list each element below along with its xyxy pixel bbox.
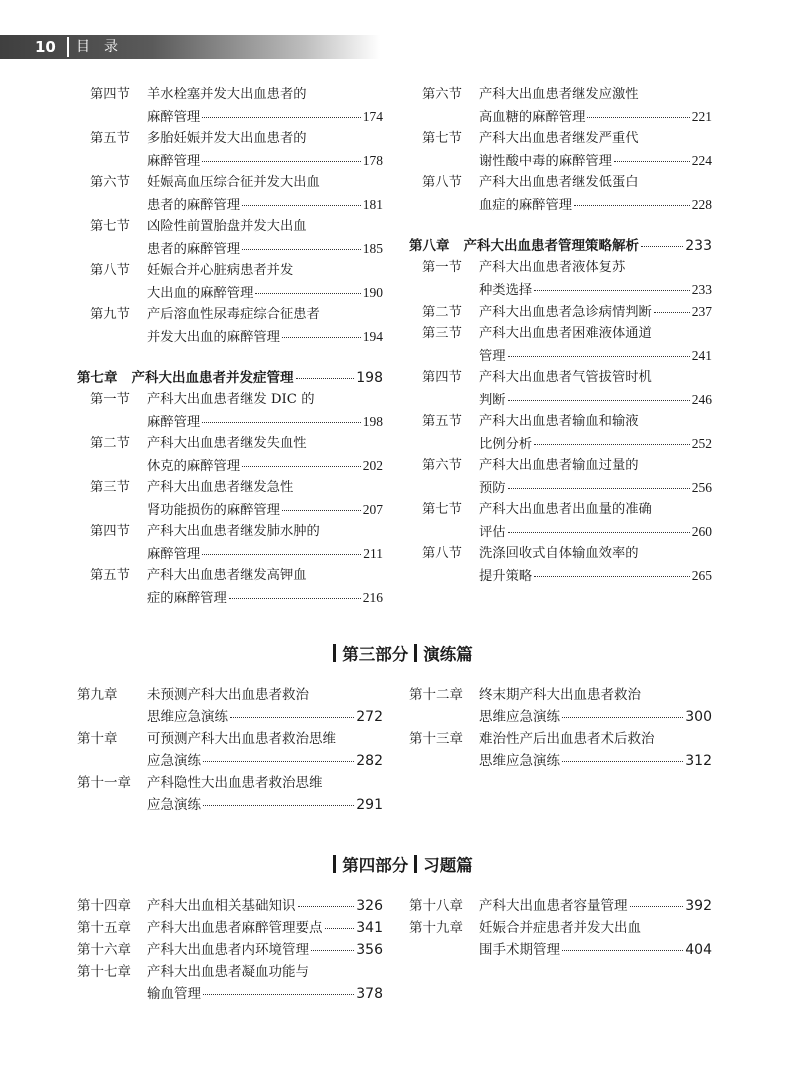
chapter-label: 第八章: [409, 238, 450, 254]
entry-line: [77, 750, 383, 772]
entry-line: [90, 477, 383, 499]
entry-line: [77, 728, 383, 750]
toc-chapter-label: 第十五章: [77, 920, 131, 936]
title-bar: [414, 855, 417, 873]
toc-chapter-page: 291: [356, 797, 383, 813]
toc-chapter-page: 392: [685, 898, 712, 914]
toc-section: [90, 521, 383, 565]
entry-line: [422, 301, 712, 323]
toc-section-title-cont: 麻醉管理: [147, 110, 201, 125]
leader-dots: [202, 161, 361, 162]
leader-dots: [255, 293, 360, 294]
toc-section: [90, 389, 383, 433]
toc-section-title-cont: 肾功能损伤的麻醉管理: [147, 503, 280, 518]
toc-section-label: 第八节: [422, 175, 462, 190]
toc-chapter: [77, 772, 383, 816]
toc-section-title-cont: 患者的麻醉管理: [147, 242, 241, 257]
entry-line: [90, 521, 383, 543]
chapter-8-heading: [409, 235, 712, 257]
toc-section-page: 224: [691, 153, 712, 168]
leader-dots: [203, 805, 354, 806]
toc-section: [422, 543, 712, 587]
leader-dots: [282, 337, 361, 338]
toc-section-title: 产科大出血患者困难液体通道: [479, 326, 652, 341]
toc-section-label: 第四节: [90, 87, 130, 102]
toc-section-label: 第一节: [422, 260, 462, 275]
entry-line: [409, 750, 712, 772]
toc-section-page: 228: [691, 197, 712, 212]
toc-section-page: 194: [362, 329, 383, 344]
toc-section-label: 第五节: [90, 568, 130, 583]
chapter-label: 第七章: [77, 370, 118, 386]
entry-line: [77, 939, 383, 961]
entry-line: [422, 194, 712, 216]
entry-line: [422, 433, 712, 455]
leader-dots: [654, 312, 690, 313]
toc-section-title-cont: 并发大出血的麻醉管理: [147, 330, 280, 345]
toc-chapter: [409, 917, 712, 961]
toc-chapter-label: 第十九章: [409, 920, 463, 936]
leader-dots: [630, 906, 684, 907]
entry-line: [90, 150, 383, 172]
toc-section-page: 190: [362, 285, 383, 300]
entry-line: [422, 565, 712, 587]
leader-dots: [587, 117, 689, 118]
part-3-title: [0, 641, 800, 665]
toc-chapter-title: 可预测产科大出血患者救治思维: [147, 731, 336, 747]
toc-section-label: 第七节: [422, 131, 462, 146]
toc-section-page: 207: [362, 502, 383, 517]
toc-section-title: 产科大出血患者出血量的准确: [479, 502, 652, 517]
entry-line: [90, 106, 383, 128]
entry-line: [422, 411, 712, 433]
toc-section-title: 羊水栓塞并发大出血患者的: [147, 87, 307, 102]
entry-line: [422, 499, 712, 521]
leader-dots: [534, 576, 690, 577]
title-bar: [333, 644, 336, 662]
entry-line: [90, 326, 383, 348]
toc-section-page: 198: [362, 414, 383, 429]
toc-chapter-page: 272: [356, 709, 383, 725]
toc-section-page: 202: [362, 458, 383, 473]
header-divider: [67, 37, 69, 57]
toc-chapter-title: 妊娠合并症患者并发大出血: [479, 920, 641, 936]
toc-section-title: 产科大出血患者继发肺水肿的: [147, 524, 320, 539]
leader-dots: [562, 950, 683, 951]
toc-chapter: [409, 895, 712, 917]
toc-section-label: 第三节: [90, 480, 130, 495]
toc-section: [422, 367, 712, 411]
toc-chapter-page: 300: [685, 709, 712, 725]
leader-dots: [242, 466, 361, 467]
toc-section-title-cont: 患者的麻醉管理: [147, 198, 241, 213]
toc-chapter-title: 难治性产后出血患者术后救治: [479, 731, 655, 747]
toc-section-title-cont: 麻醉管理: [147, 547, 201, 562]
header-title: 目录: [76, 39, 132, 55]
entry-line: [422, 172, 712, 194]
toc-chapter-title: 终末期产科大出血患者救治: [479, 687, 641, 703]
toc-section-page: 211: [363, 546, 383, 561]
leader-dots: [203, 994, 354, 995]
entry-line: [90, 238, 383, 260]
entry-line: [90, 172, 383, 194]
part-3-left-chapters: [77, 684, 383, 816]
entry-line: [90, 433, 383, 455]
toc-chapter-page: 282: [356, 753, 383, 769]
toc-chapter-page: 341: [356, 920, 383, 936]
leader-dots: [508, 356, 690, 357]
toc-section-label: 第二节: [90, 436, 130, 451]
toc-chapter-title-cont: 输血管理: [147, 986, 201, 1002]
entry-line: [422, 323, 712, 345]
chapter-7-heading: [77, 367, 383, 389]
toc-section-page: 185: [362, 241, 383, 256]
leader-dots: [534, 444, 690, 445]
toc-section-title-cont: 休克的麻醉管理: [147, 459, 241, 474]
toc-section-title-cont: 谢性酸中毒的麻醉管理: [479, 154, 612, 169]
entry-line: [422, 389, 712, 411]
toc-chapter-title-cont: 思维应急演练: [147, 709, 228, 725]
leader-dots: [311, 950, 354, 951]
toc-chapter: [77, 728, 383, 772]
toc-section: [422, 172, 712, 216]
title-bar: [333, 855, 336, 873]
toc-section-label: 第五节: [422, 414, 462, 429]
toc-section: [90, 477, 383, 521]
entry-line: [422, 106, 712, 128]
toc-chapter-page: 356: [356, 942, 383, 958]
toc-section: [422, 411, 712, 455]
page-header: [0, 35, 380, 59]
leader-dots: [202, 554, 361, 555]
toc-chapter: [77, 961, 383, 1005]
title-bar: [414, 644, 417, 662]
toc-section-title-cont: 大出血的麻醉管理: [147, 286, 254, 301]
leader-dots: [298, 906, 355, 907]
part-4-title: [0, 852, 800, 876]
toc-section-title: 产科大出血患者气管拔管时机: [479, 370, 652, 385]
toc-section: [422, 84, 712, 128]
toc-section-title-cont: 判断: [479, 393, 506, 408]
toc-section-label: 第二节: [422, 305, 462, 320]
toc-section-title: 妊娠高血压综合征并发大出血: [147, 175, 320, 190]
toc-section-title: 多胎妊娠并发大出血患者的: [147, 131, 307, 146]
leader-dots: [508, 532, 690, 533]
toc-section-page: 241: [691, 348, 712, 363]
toc-chapter-title: 未预测产科大出血患者救治: [147, 687, 309, 703]
right-column-sections: [422, 84, 712, 216]
entry-line: [90, 194, 383, 216]
toc-section-label: 第七节: [90, 219, 130, 234]
entry-line: [77, 983, 383, 1005]
toc-section-title: 产科大出血患者液体复苏: [479, 260, 626, 275]
entry-line: [422, 150, 712, 172]
toc-chapter: [77, 895, 383, 917]
toc-section-title-cont: 比例分析: [479, 437, 533, 452]
entry-line: [409, 728, 712, 750]
toc-chapter-title: 产科大出血患者凝血功能与: [147, 964, 309, 980]
toc-section-label: 第八节: [90, 263, 130, 278]
toc-section-title: 产科大出血患者继发低蛋白: [479, 175, 639, 190]
leader-dots: [203, 761, 354, 762]
entry-line: [409, 684, 712, 706]
toc-section-title-cont: 症的麻醉管理: [147, 591, 227, 606]
toc-section-page: 256: [691, 480, 712, 495]
toc-section-label: 第六节: [422, 458, 462, 473]
toc-section: [90, 128, 383, 172]
chapter-8-sections: [422, 257, 712, 587]
entry-line: [422, 279, 712, 301]
toc-section-label: 第六节: [90, 175, 130, 190]
toc-section-label: 第七节: [422, 502, 462, 517]
toc-section-title: 产科大出血患者输血和输液: [479, 414, 639, 429]
toc-section-title: 产科大出血患者继发失血性: [147, 436, 307, 451]
toc-section: [422, 323, 712, 367]
entry-line: [422, 345, 712, 367]
toc-chapter-title: 产科大出血患者容量管理: [479, 898, 628, 914]
toc-section-page: 260: [691, 524, 712, 539]
entry-line: [90, 455, 383, 477]
toc-chapter-title: 产科大出血相关基础知识: [147, 898, 296, 914]
toc-section-title-cont: 预防: [479, 481, 506, 496]
leader-dots: [230, 717, 354, 718]
toc-chapter-title: 产科大出血患者内环境管理: [147, 942, 309, 958]
toc-section-page: 178: [362, 153, 383, 168]
toc-section-label: 第三节: [422, 326, 462, 341]
toc-chapter: [77, 684, 383, 728]
toc-chapter-page: 378: [356, 986, 383, 1002]
toc-section: [90, 216, 383, 260]
entry-line: [422, 128, 712, 150]
toc-section-page: 233: [691, 282, 712, 297]
toc-section: [90, 84, 383, 128]
entry-line: [422, 367, 712, 389]
leader-dots: [325, 928, 355, 929]
toc-section-title: 产科大出血患者继发高钾血: [147, 568, 307, 583]
left-column-sections: [90, 84, 383, 348]
toc-chapter-label: 第十七章: [77, 964, 131, 980]
page-number: 10: [35, 38, 56, 56]
toc-chapter: [77, 917, 383, 939]
toc-section-title: 产科大出血患者输血过量的: [479, 458, 639, 473]
part-4-left-chapters: [77, 895, 383, 1005]
toc-section-title-cont: 管理: [479, 349, 506, 364]
toc-chapter-label: 第十二章: [409, 687, 463, 703]
toc-chapter-label: 第十八章: [409, 898, 463, 914]
toc-section-title: 产科大出血患者急诊病情判断: [479, 305, 652, 320]
toc-section-title-cont: 血症的麻醉管理: [479, 198, 573, 213]
toc-section-title: 妊娠合并心脏病患者并发: [147, 263, 294, 278]
chapter-7-sections: [90, 389, 383, 609]
leader-dots: [242, 249, 361, 250]
toc-chapter-page: 404: [685, 942, 712, 958]
toc-section-title-cont: 高血糖的麻醉管理: [479, 110, 586, 125]
toc-chapter: [77, 939, 383, 961]
toc-chapter-label: 第十四章: [77, 898, 131, 914]
toc-section: [90, 172, 383, 216]
entry-line: [422, 521, 712, 543]
toc-section-label: 第九节: [90, 307, 130, 322]
entry-line: [90, 389, 383, 411]
toc-chapter-title-cont: 思维应急演练: [479, 753, 560, 769]
entry-line: [90, 499, 383, 521]
entry-line: [77, 917, 383, 939]
toc-section: [90, 565, 383, 609]
toc-section-page: 252: [691, 436, 712, 451]
toc-chapter-label: 第十章: [77, 731, 118, 747]
entry-line: [77, 895, 383, 917]
entry-line: [77, 706, 383, 728]
entry-line: [90, 84, 383, 106]
part-label: 第四部分: [342, 856, 409, 875]
toc-section: [422, 301, 712, 323]
entry-line: [77, 961, 383, 983]
toc-section-label: 第五节: [90, 131, 130, 146]
toc-section-label: 第四节: [90, 524, 130, 539]
toc-section-title-cont: 麻醉管理: [147, 415, 201, 430]
toc-section: [90, 304, 383, 348]
toc-section-label: 第四节: [422, 370, 462, 385]
toc-section-label: 第一节: [90, 392, 130, 407]
toc-section-title: 产科大出血患者继发急性: [147, 480, 294, 495]
toc-section-page: 246: [691, 392, 712, 407]
toc-section-page: 181: [362, 197, 383, 212]
toc-section-title: 洗涤回收式自体输血效率的: [479, 546, 639, 561]
leader-dots: [562, 761, 683, 762]
toc-section-title-cont: 提升策略: [479, 569, 533, 584]
part-name: 演练篇: [423, 645, 473, 664]
part-3-right-chapters: [409, 684, 712, 772]
leader-dots: [534, 290, 690, 291]
entry-line: [77, 772, 383, 794]
leader-dots: [508, 400, 690, 401]
toc-chapter-title-cont: 应急演练: [147, 753, 201, 769]
leader-dots: [508, 488, 690, 489]
toc-section-title-cont: 种类选择: [479, 283, 533, 298]
chapter-page: 198: [356, 370, 383, 386]
part-name: 习题篇: [423, 856, 473, 875]
chapter-title: 产科大出血患者管理策略解析: [463, 238, 639, 254]
toc-section-page: 216: [362, 590, 383, 605]
toc-chapter-label: 第十六章: [77, 942, 131, 958]
entry-line: [409, 917, 712, 939]
entry-line: [409, 939, 712, 961]
entry-line: [90, 587, 383, 609]
toc-section-title-cont: 麻醉管理: [147, 154, 201, 169]
leader-dots: [614, 161, 690, 162]
chapter-page: 233: [685, 238, 712, 254]
entry-line: [77, 684, 383, 706]
toc-chapter-label: 第十三章: [409, 731, 463, 747]
entry-line: [90, 216, 383, 238]
part-label: 第三部分: [342, 645, 409, 664]
leader-dots: [202, 422, 361, 423]
leader-dots: [229, 598, 361, 599]
entry-line: [90, 543, 383, 565]
toc-section-title: 产科大出血患者继发严重代: [479, 131, 639, 146]
toc-chapter: [409, 684, 712, 728]
toc-section-title: 凶险性前置胎盘并发大出血: [147, 219, 307, 234]
toc-chapter-page: 312: [685, 753, 712, 769]
entry-line: [77, 794, 383, 816]
toc-section-page: 237: [691, 304, 712, 319]
chapter-title: 产科大出血患者并发症管理: [131, 370, 294, 386]
entry-line: [422, 84, 712, 106]
toc-chapter-title-cont: 应急演练: [147, 797, 201, 813]
toc-section: [422, 128, 712, 172]
toc-section-page: 174: [362, 109, 383, 124]
entry-line: [422, 455, 712, 477]
toc-chapter-label: 第九章: [77, 687, 118, 703]
entry-line: [422, 477, 712, 499]
toc-section-page: 221: [691, 109, 712, 124]
leader-dots: [296, 378, 355, 379]
toc-chapter-title-cont: 思维应急演练: [479, 709, 560, 725]
toc-chapter-title: 产科隐性大出血患者救治思维: [147, 775, 323, 791]
toc-section-title: 产后溶血性尿毒症综合征患者: [147, 307, 320, 322]
part-4-right-chapters: [409, 895, 712, 961]
leader-dots: [641, 246, 683, 247]
entry-line: [90, 411, 383, 433]
entry-line: [90, 128, 383, 150]
toc-chapter-page: 326: [356, 898, 383, 914]
entry-line: [90, 304, 383, 326]
entry-line: [422, 543, 712, 565]
toc-section-title: 产科大出血患者继发应激性: [479, 87, 639, 102]
toc-section-page: 265: [691, 568, 712, 583]
toc-chapter: [409, 728, 712, 772]
entry-line: [90, 260, 383, 282]
toc-chapter-label: 第十一章: [77, 775, 131, 791]
entry-line: [90, 282, 383, 304]
toc-section: [90, 433, 383, 477]
toc-section: [422, 455, 712, 499]
toc-section-label: 第八节: [422, 546, 462, 561]
entry-line: [90, 565, 383, 587]
toc-section-title: 产科大出血患者继发 DIC 的: [147, 392, 315, 407]
leader-dots: [562, 717, 683, 718]
toc-section: [422, 257, 712, 301]
leader-dots: [282, 510, 361, 511]
toc-section-label: 第六节: [422, 87, 462, 102]
entry-line: [409, 895, 712, 917]
toc-chapter-title: 产科大出血患者麻醉管理要点: [147, 920, 323, 936]
entry-line: [422, 257, 712, 279]
toc-chapter-title-cont: 围手术期管理: [479, 942, 560, 958]
leader-dots: [242, 205, 361, 206]
leader-dots: [574, 205, 690, 206]
toc-section: [90, 260, 383, 304]
leader-dots: [202, 117, 361, 118]
toc-section: [422, 499, 712, 543]
entry-line: [409, 706, 712, 728]
toc-section-title-cont: 评估: [479, 525, 506, 540]
